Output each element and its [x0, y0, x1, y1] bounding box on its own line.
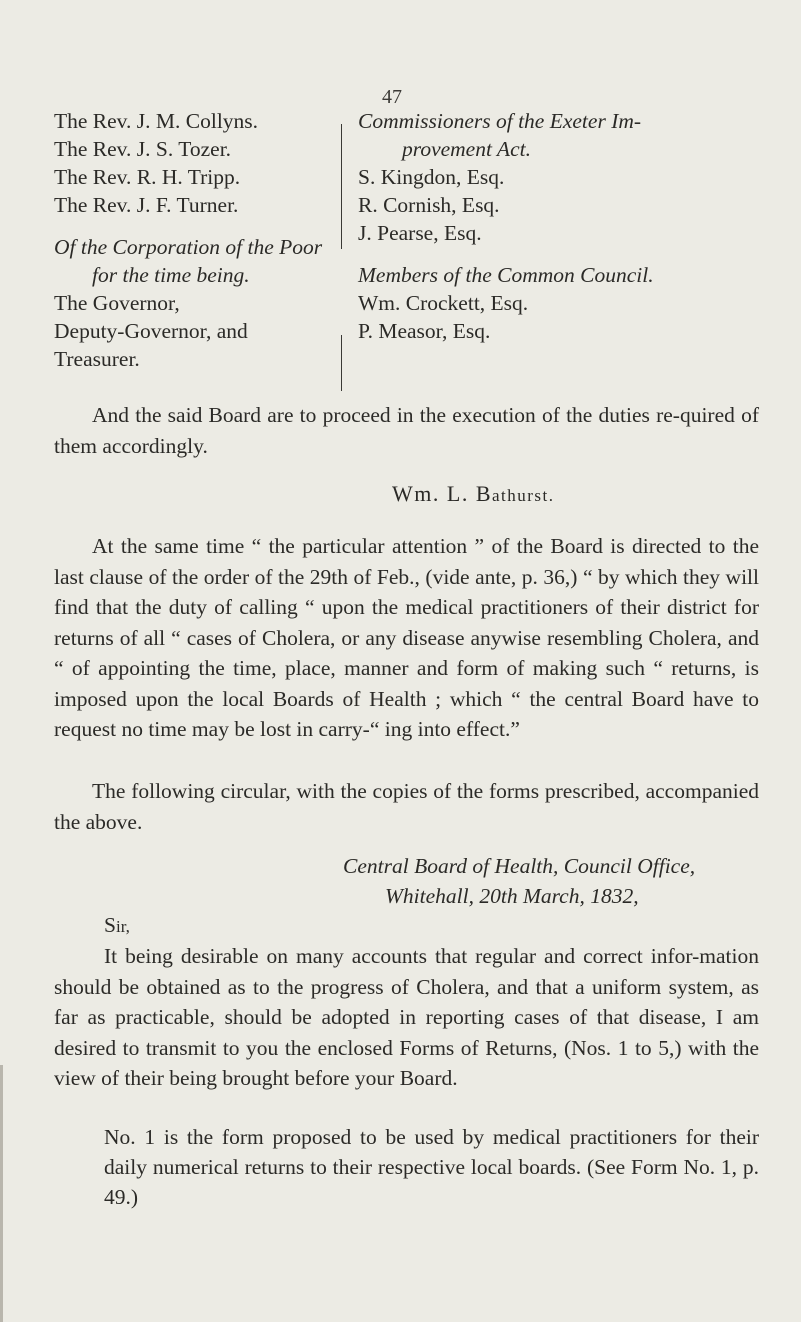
board-sentence-text: And the said Board are to proceed in the execution of the duties re-quired of them accordingly. [54, 403, 759, 458]
paragraph-attention [54, 531, 759, 745]
signature-suffix: athurst. [492, 486, 555, 505]
paragraph-attention-text: At the same time “ the particular attention ” of the Board is directed to the last clause of the order of the 29th of Feb., (vide ante, p. 36,) “ by which they will find that the duty of calling “ upon the medical practitioners of their district for returns of all “ cases of Cholera, or any disease anywise resembling Cholera, and “ of appointing the time, place, manner and form of making such “ returns, is imposed upon the local Boards of Health ; which “ the central Board have to request no time may be lost in carry-“ ing into effect.” [54, 534, 759, 741]
corporation-heading-cont: for the time being. [92, 263, 250, 287]
salutation [104, 913, 130, 938]
signature-prefix: Wm. L. B [392, 481, 492, 506]
commissioners-heading-cont: provement Act. [402, 137, 531, 161]
officer-line: Deputy-Governor, and [54, 319, 248, 343]
letter-body [54, 941, 759, 1094]
column-divider [341, 335, 342, 391]
column-divider [341, 124, 342, 249]
letter-dateline-line2: Whitehall, 20th March, 1832, [385, 884, 639, 908]
clergy-line: The Rev. J. M. Collyns. [54, 109, 259, 133]
officer-line: The Governor, [54, 291, 180, 315]
letter-body-text: It being desirable on many accounts that regular and correct infor-mation should be obtained as to the progress of Cholera, and that a uniform system, as far as practicable, should be adopted in reporting cases of that disease, I am desired to transmit to you the enclosed Forms of Returns, (Nos. 1 to 5,) with the view of their being brought before your Board. [54, 944, 759, 1090]
paragraph-circular-text: The following circular, with the copies of the forms prescribed, accompanied the above. [54, 779, 759, 834]
clergy-line: The Rev. J. S. Tozer. [54, 137, 232, 161]
page-edge-shadow [0, 1065, 3, 1322]
left-column [54, 107, 340, 373]
salutation-initial: S [104, 913, 116, 937]
letter-dateline [343, 851, 695, 911]
paragraph-circular [54, 776, 759, 837]
commissioner-line: J. Pearse, Esq. [358, 221, 482, 245]
signature [392, 481, 555, 507]
officer-line: Treasurer. [54, 347, 140, 371]
council-member-line: P. Measor, Esq. [358, 319, 491, 343]
commissioners-heading: Commissioners of the Exeter Im- [358, 109, 642, 133]
form-note-text: No. 1 is the form proposed to be used by medical practitioners for their daily numerical returns to their respective local boards. (See Form No. 1, p. 49.) [104, 1125, 759, 1209]
council-heading: Members of the Common Council. [358, 263, 654, 287]
commissioner-line: S. Kingdon, Esq. [358, 165, 505, 189]
board-sentence [54, 400, 759, 461]
salutation-rest: ir, [115, 917, 130, 936]
clergy-line: The Rev. J. F. Turner. [54, 193, 239, 217]
corporation-heading: Of the Corporation of the Poor [54, 235, 323, 259]
right-column [358, 107, 778, 345]
form-note [104, 1122, 759, 1212]
commissioner-line: R. Cornish, Esq. [358, 193, 500, 217]
page-number: 47 [382, 86, 402, 108]
clergy-line: The Rev. R. H. Tripp. [54, 165, 241, 189]
council-member-line: Wm. Crockett, Esq. [358, 291, 529, 315]
letter-dateline-line1: Central Board of Health, Council Office, [343, 854, 696, 878]
